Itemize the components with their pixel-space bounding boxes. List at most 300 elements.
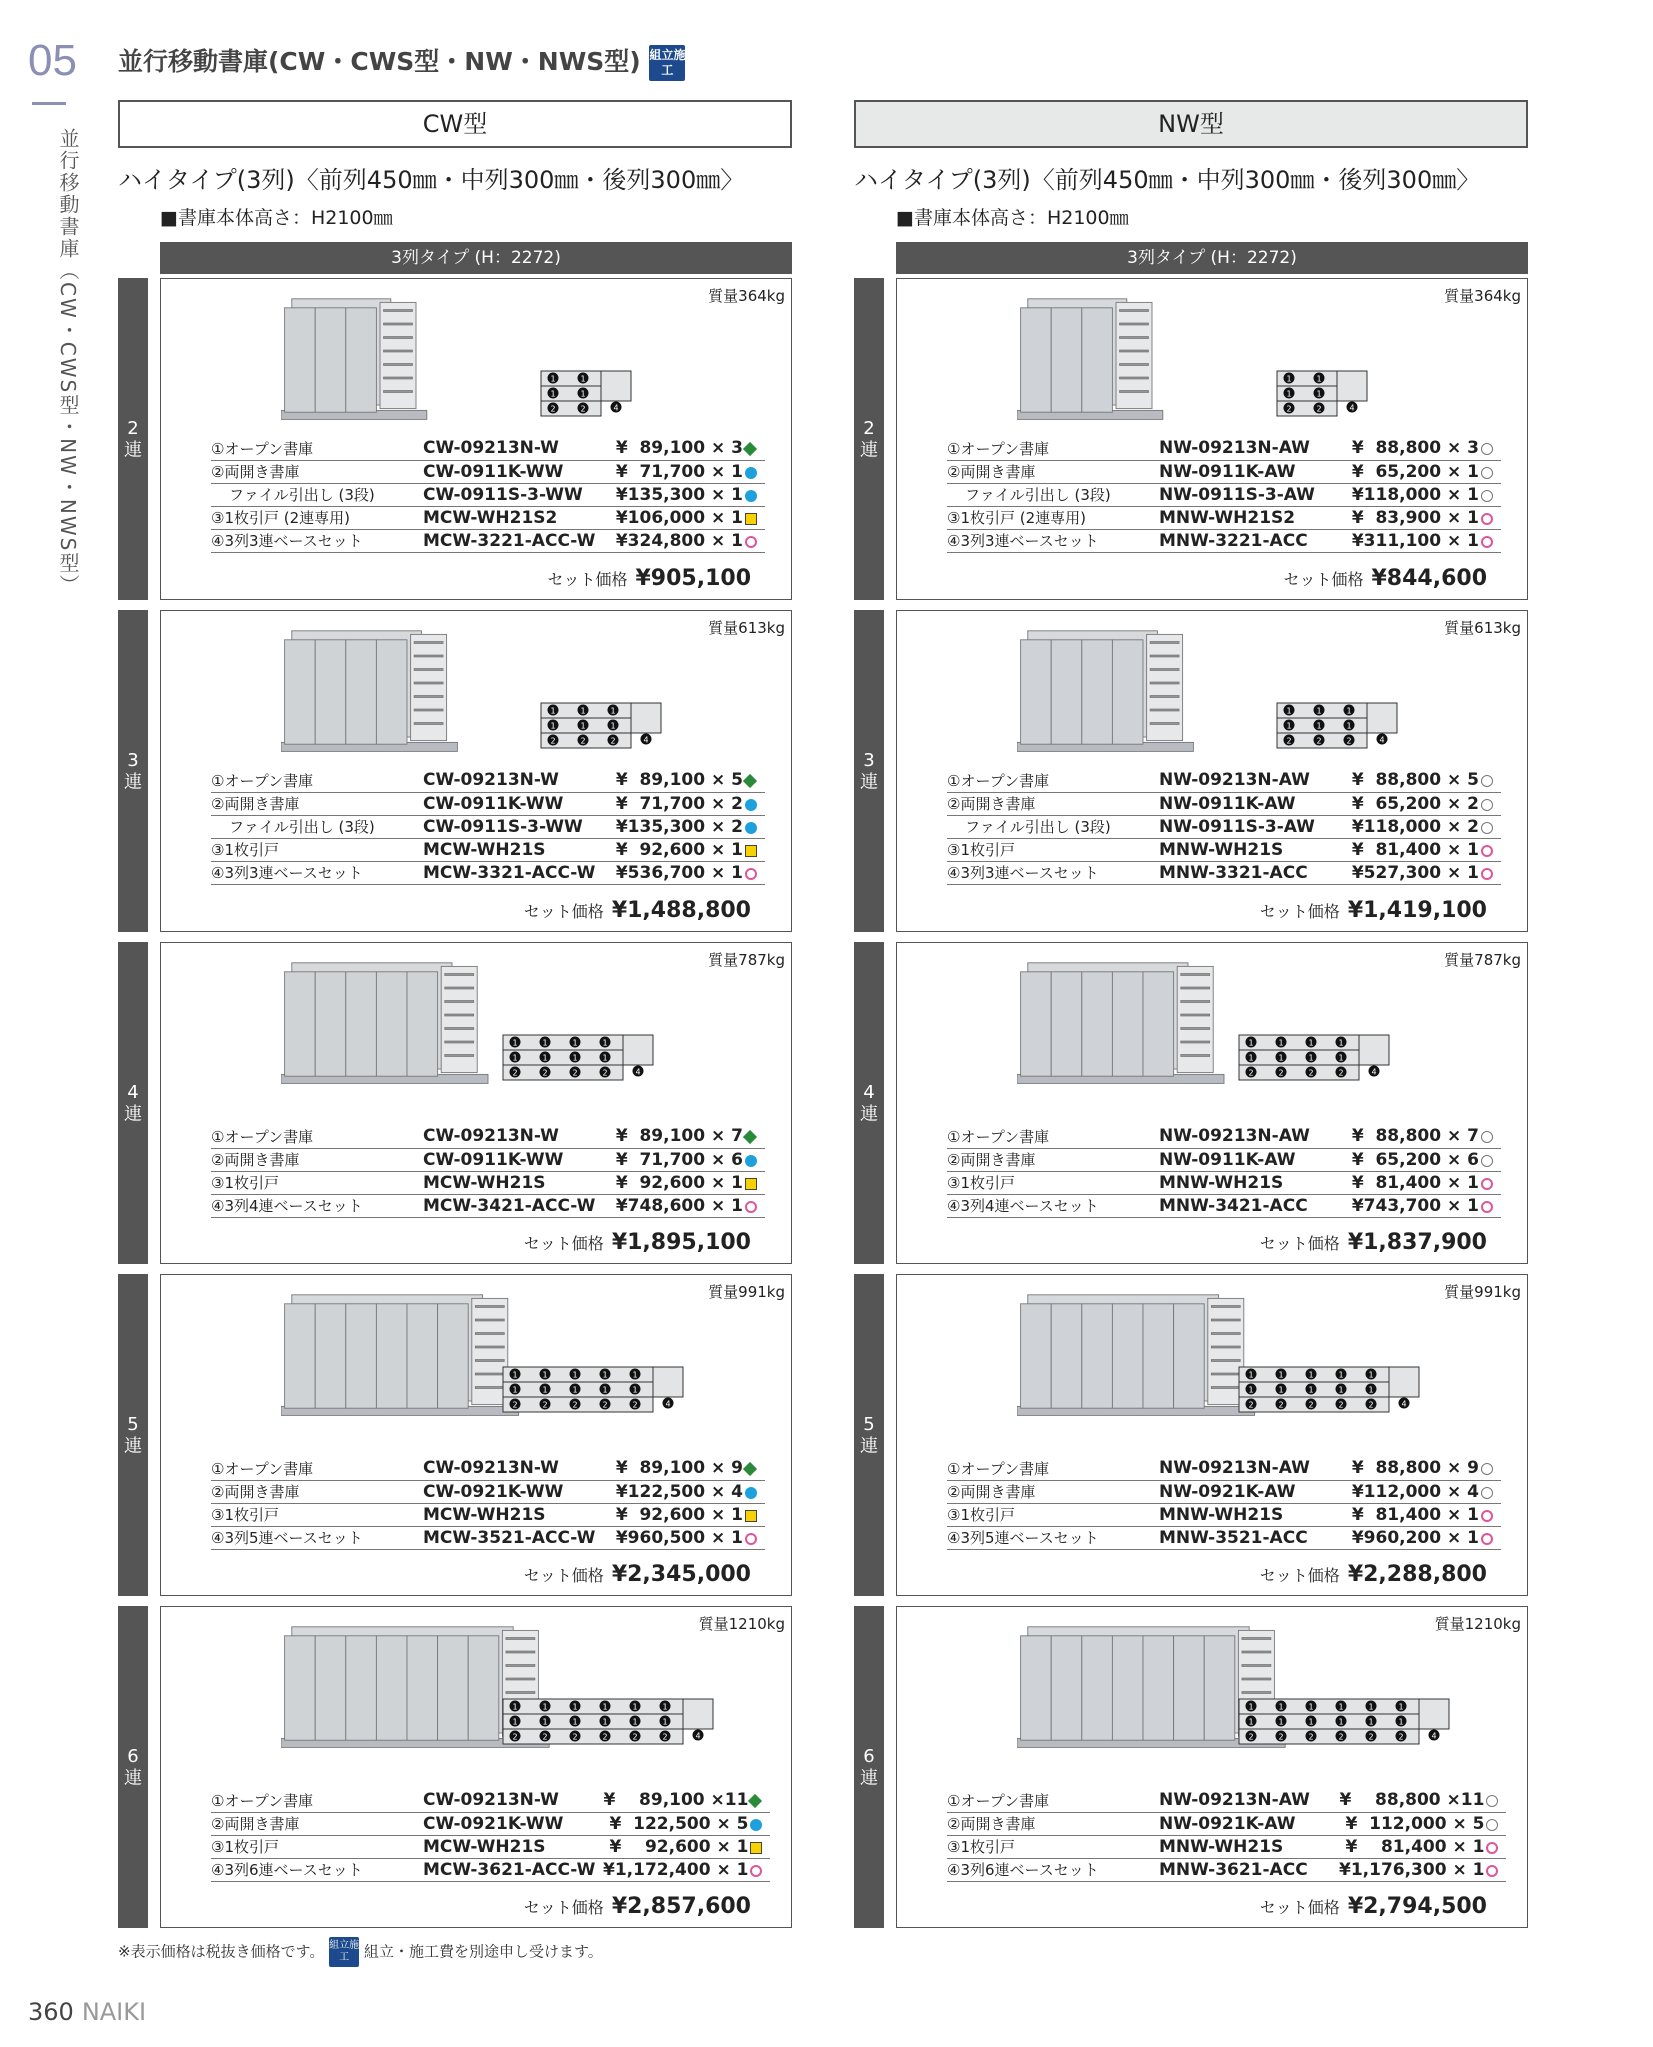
svg-text:1: 1 (1398, 1702, 1404, 1712)
price-row (211, 1125, 765, 1148)
column-subtitle: ハイタイプ(3列)〈前列450㎜・中列300㎜・後列300㎜〉 (118, 166, 745, 194)
set-price (547, 566, 751, 591)
svg-text:2: 2 (1278, 1732, 1284, 1742)
svg-text:1: 1 (550, 721, 556, 731)
gray-circle-icon (1481, 490, 1493, 502)
price-row (947, 437, 1501, 460)
item-code: NW-09213N-AW (1159, 770, 1310, 791)
item-code: MNW-WH21S2 (1159, 507, 1296, 528)
svg-text:1: 1 (542, 1385, 548, 1395)
svg-text:1: 1 (1316, 706, 1322, 716)
svg-text:1: 1 (1248, 1717, 1254, 1727)
item-name: ③1枚引戸 (947, 1838, 1015, 1856)
svg-text:2: 2 (512, 1732, 518, 1742)
gray-circle-icon (1481, 1463, 1493, 1475)
svg-text:2: 2 (1338, 1400, 1344, 1410)
price-row (211, 483, 765, 506)
footer-note (118, 1937, 603, 1967)
green-diamond-icon (748, 1794, 762, 1808)
svg-text:1: 1 (542, 1370, 548, 1380)
item-code: CW-09213N-W (423, 438, 559, 459)
color-marker-cell (745, 483, 765, 506)
svg-text:1: 1 (1278, 1385, 1284, 1395)
pink-circle-icon (1481, 1178, 1493, 1190)
color-marker-cell (750, 1858, 770, 1881)
price-row (211, 437, 765, 460)
shelving-illustration (281, 629, 466, 764)
configuration-box (896, 610, 1528, 932)
item-code: MCW-3421-ACC-W (423, 1195, 596, 1216)
item-name: ③1枚引戸 (947, 841, 1015, 859)
color-marker-cell (1486, 1835, 1506, 1858)
set-price-label: セット価格 (1259, 902, 1340, 921)
item-price: ¥ 89,100 × 7 (615, 1126, 743, 1147)
svg-text:2: 2 (602, 1068, 608, 1078)
svg-text:4: 4 (1401, 1399, 1407, 1409)
item-code: NW-09213N-AW (1159, 1458, 1310, 1479)
item-code: CW-09213N-W (423, 1458, 559, 1479)
svg-text:2: 2 (1308, 1068, 1314, 1078)
configuration-box (896, 1274, 1528, 1596)
item-name: ファイル引出し (3段) (229, 818, 375, 836)
price-row (947, 529, 1501, 552)
layout-plan-diagram (501, 1697, 717, 1747)
gray-circle-icon (1481, 443, 1493, 455)
color-marker-cell (745, 1148, 765, 1171)
chapter-number: 05 (28, 36, 77, 85)
layout-plan-diagram (539, 701, 665, 751)
price-row (211, 838, 765, 861)
price-row (947, 769, 1501, 792)
item-price: ¥ 88,800 × 5 (1351, 770, 1479, 791)
price-row (211, 792, 765, 815)
svg-text:2: 2 (610, 736, 616, 746)
price-row (211, 1194, 765, 1217)
svg-text:1: 1 (550, 706, 556, 716)
unit-count-tab: 2 連 (854, 278, 884, 600)
price-row (211, 1526, 765, 1549)
item-code: MCW-WH21S2 (423, 507, 558, 528)
set-price-label: セット価格 (523, 1234, 604, 1253)
svg-text:1: 1 (572, 1717, 578, 1727)
item-price: ¥ 88,800 ×11 (1339, 1790, 1485, 1811)
item-code: CW-0911K-WW (423, 461, 564, 482)
yellow-square-icon (745, 513, 757, 525)
item-price: ¥527,300 × 1 (1351, 862, 1479, 883)
svg-text:1: 1 (1286, 374, 1292, 384)
price-row (947, 1789, 1506, 1812)
svg-text:2: 2 (1316, 736, 1322, 746)
price-row (211, 460, 765, 483)
green-diamond-icon (743, 442, 757, 456)
color-marker-cell (1481, 1457, 1501, 1480)
svg-text:1: 1 (1338, 1702, 1344, 1712)
svg-text:2: 2 (542, 1732, 548, 1742)
configuration-box (896, 942, 1528, 1264)
item-name: ②両開き書庫 (211, 795, 300, 813)
svg-text:1: 1 (1278, 1702, 1284, 1712)
configuration-row (118, 1274, 792, 1596)
item-price: ¥960,500 × 1 (615, 1527, 743, 1548)
svg-text:1: 1 (1338, 1038, 1344, 1048)
set-price-label: セット価格 (1259, 1234, 1340, 1253)
gray-circle-icon (1481, 775, 1493, 787)
svg-text:2: 2 (1248, 1400, 1254, 1410)
price-table (211, 769, 765, 885)
price-row (211, 1480, 765, 1503)
layout-plan-diagram (501, 1033, 657, 1083)
color-marker-cell (745, 861, 765, 884)
set-price-value: ¥844,600 (1371, 566, 1487, 591)
set-price-value: ¥905,100 (635, 566, 751, 591)
price-row (947, 506, 1501, 529)
column-cw (118, 100, 792, 1919)
svg-text:1: 1 (542, 1702, 548, 1712)
set-price-value: ¥2,345,000 (611, 1562, 751, 1587)
item-code: NW-0911K-AW (1159, 793, 1296, 814)
configuration-row (118, 942, 792, 1264)
weight-label: 質量787kg (708, 951, 785, 969)
footer-assembly-badge: 組立施工 (329, 1937, 359, 1967)
svg-text:1: 1 (580, 374, 586, 384)
svg-text:1: 1 (1368, 1385, 1374, 1395)
item-code: CW-09213N-W (423, 1790, 559, 1811)
svg-text:2: 2 (542, 1400, 548, 1410)
pink-circle-icon (1481, 845, 1493, 857)
price-row (947, 1125, 1501, 1148)
item-code: MNW-3321-ACC (1159, 862, 1308, 883)
pink-circle-icon (745, 1533, 757, 1545)
svg-text:1: 1 (1316, 374, 1322, 384)
item-name: ①オープン書庫 (211, 1791, 314, 1810)
gray-circle-icon (1481, 467, 1493, 479)
color-marker-cell (745, 1526, 765, 1549)
gray-circle-icon (1481, 1155, 1493, 1167)
color-marker-cell (750, 1835, 770, 1858)
set-price-label: セット価格 (1283, 570, 1364, 589)
price-row (211, 861, 765, 884)
svg-text:1: 1 (1286, 389, 1292, 399)
svg-text:2: 2 (1248, 1732, 1254, 1742)
item-name: ファイル引出し (3段) (229, 486, 375, 504)
svg-text:1: 1 (1278, 1038, 1284, 1048)
configuration-row (118, 1606, 792, 1928)
item-code: CW-0911K-WW (423, 1149, 564, 1170)
color-marker-cell (745, 1125, 765, 1148)
pink-circle-icon (1486, 1865, 1498, 1877)
item-name: ②両開き書庫 (947, 463, 1036, 481)
svg-text:1: 1 (512, 1370, 518, 1380)
layout-plan-diagram (1237, 1365, 1423, 1415)
svg-text:2: 2 (1346, 736, 1352, 746)
configuration-row (854, 1606, 1528, 1928)
item-code: MNW-WH21S (1159, 839, 1284, 860)
svg-text:1: 1 (580, 389, 586, 399)
svg-text:2: 2 (550, 736, 556, 746)
column-subtitle: ハイタイプ(3列)〈前列450㎜・中列300㎜・後列300㎜〉 (854, 166, 1481, 194)
item-name: ①オープン書庫 (211, 1459, 314, 1478)
color-marker-cell (1481, 1148, 1501, 1171)
svg-text:2: 2 (602, 1732, 608, 1742)
price-row (211, 1457, 765, 1480)
svg-text:1: 1 (542, 1053, 548, 1063)
configuration-row (854, 1274, 1528, 1596)
item-name: ②両開き書庫 (947, 1815, 1036, 1833)
configuration-row (854, 610, 1528, 932)
item-price: ¥ 89,100 × 9 (615, 1458, 743, 1479)
color-marker-cell (1481, 861, 1501, 884)
svg-text:1: 1 (1248, 1702, 1254, 1712)
pink-circle-icon (1481, 1533, 1493, 1545)
item-price: ¥ 65,200 × 1 (1351, 461, 1479, 482)
color-marker-cell (745, 1194, 765, 1217)
item-code: MNW-3221-ACC (1159, 530, 1308, 551)
color-marker-cell (1481, 769, 1501, 792)
yellow-square-icon (750, 1842, 762, 1854)
item-name: ②両開き書庫 (947, 795, 1036, 813)
item-name: ④3列4連ベースセット (211, 1197, 363, 1215)
unit-count-tab: 4 連 (854, 942, 884, 1264)
weight-label: 質量991kg (1444, 1283, 1521, 1301)
item-price: ¥ 65,200 × 6 (1351, 1149, 1479, 1170)
item-name: ①オープン書庫 (211, 439, 314, 458)
unit-count-tab: 5 連 (854, 1274, 884, 1596)
price-table (947, 437, 1501, 553)
set-price (1260, 1894, 1487, 1919)
yellow-square-icon (745, 1510, 757, 1522)
svg-text:1: 1 (602, 1053, 608, 1063)
color-marker-cell (1481, 1171, 1501, 1194)
svg-text:1: 1 (632, 1385, 638, 1395)
shelving-illustration (1017, 1293, 1264, 1428)
item-price: ¥ 92,600 × 1 (609, 1836, 749, 1857)
svg-text:1: 1 (1278, 1370, 1284, 1380)
set-price-label: セット価格 (1259, 1566, 1340, 1585)
item-code: MCW-WH21S (423, 839, 546, 860)
price-row (211, 1812, 770, 1835)
svg-text:1: 1 (1338, 1385, 1344, 1395)
item-price: ¥ 89,100 × 5 (615, 770, 743, 791)
item-code: CW-0911K-WW (423, 793, 564, 814)
gray-circle-icon (1481, 1487, 1493, 1499)
item-price: ¥ 81,400 × 1 (1345, 1836, 1485, 1857)
item-name: ①オープン書庫 (947, 1127, 1050, 1146)
svg-text:1: 1 (602, 1717, 608, 1727)
svg-text:2: 2 (1278, 1400, 1284, 1410)
footer-note-text-2: 組立・施工費を別途申し受けます。 (363, 1942, 603, 1961)
svg-text:1: 1 (632, 1717, 638, 1727)
item-price: ¥311,100 × 1 (1351, 530, 1479, 551)
item-name: ファイル引出し (3段) (965, 818, 1111, 836)
item-name: ④3列6連ベースセット (211, 1861, 363, 1879)
svg-text:1: 1 (1346, 721, 1352, 731)
item-name: ④3列5連ベースセット (947, 1529, 1099, 1547)
price-row (947, 1812, 1506, 1835)
price-row (947, 1148, 1501, 1171)
shelving-illustration (1017, 961, 1233, 1096)
svg-text:1: 1 (602, 1702, 608, 1712)
svg-text:1: 1 (662, 1702, 668, 1712)
svg-text:1: 1 (1338, 1717, 1344, 1727)
layout-plan-diagram (1275, 369, 1371, 419)
item-price: ¥ 92,600 × 1 (615, 1504, 743, 1525)
svg-text:2: 2 (1316, 404, 1322, 414)
item-name: ④3列3連ベースセット (211, 864, 363, 882)
yellow-square-icon (745, 845, 757, 857)
item-price: ¥ 88,800 × 9 (1351, 1458, 1479, 1479)
green-diamond-icon (743, 1462, 757, 1476)
footer-note-text: ※表示価格は税抜き価格です。 (118, 1942, 325, 1961)
set-price-label: セット価格 (547, 570, 628, 589)
svg-text:1: 1 (1308, 1370, 1314, 1380)
gray-circle-icon (1486, 1795, 1498, 1807)
svg-text:2: 2 (542, 1068, 548, 1078)
price-row (211, 769, 765, 792)
price-row (211, 815, 765, 838)
price-row (947, 1503, 1501, 1526)
svg-text:2: 2 (1248, 1068, 1254, 1078)
page-number-value: 360 (28, 1998, 74, 2026)
svg-text:1: 1 (602, 1038, 608, 1048)
item-price: ¥ 81,400 × 1 (1351, 1504, 1479, 1525)
layout-plan-diagram (501, 1365, 687, 1415)
svg-text:1: 1 (632, 1370, 638, 1380)
svg-text:1: 1 (550, 389, 556, 399)
brand: NAIKI (81, 1998, 147, 2026)
set-price (524, 1230, 751, 1255)
svg-text:1: 1 (512, 1702, 518, 1712)
blue-dot-icon (745, 1155, 757, 1167)
svg-text:1: 1 (1278, 1717, 1284, 1727)
color-marker-cell (745, 815, 765, 838)
svg-text:2: 2 (1368, 1732, 1374, 1742)
svg-text:1: 1 (1308, 1717, 1314, 1727)
set-price-value: ¥1,488,800 (611, 898, 751, 923)
pink-circle-icon (1486, 1842, 1498, 1854)
item-code: MNW-3621-ACC (1159, 1859, 1308, 1880)
item-price: ¥ 112,000 × 5 (1345, 1813, 1485, 1834)
item-code: CW-0921K-WW (423, 1481, 564, 1502)
blue-dot-icon (750, 1819, 762, 1831)
color-marker-cell (745, 838, 765, 861)
svg-text:1: 1 (1368, 1702, 1374, 1712)
configuration-box (160, 942, 792, 1264)
svg-text:2: 2 (1338, 1068, 1344, 1078)
svg-text:1: 1 (572, 1038, 578, 1048)
item-code: MCW-WH21S (423, 1836, 546, 1857)
price-row (947, 1171, 1501, 1194)
item-price: ¥ 81,400 × 1 (1351, 1172, 1479, 1193)
price-table (211, 1789, 770, 1882)
item-name: ④3列3連ベースセット (211, 532, 363, 550)
svg-text:1: 1 (1308, 1038, 1314, 1048)
pink-circle-icon (745, 1201, 757, 1213)
item-price: ¥1,172,400 × 1 (603, 1859, 749, 1880)
svg-text:2: 2 (632, 1732, 638, 1742)
item-name: ③1枚引戸 (211, 1174, 279, 1192)
set-price (524, 1562, 751, 1587)
unit-count-tab: 2 連 (118, 278, 148, 600)
item-name: ④3列3連ベースセット (947, 532, 1099, 550)
item-code: NW-0921K-AW (1159, 1481, 1296, 1502)
blue-dot-icon (745, 490, 757, 502)
set-price-value: ¥1,837,900 (1347, 1230, 1487, 1255)
svg-text:4: 4 (643, 735, 649, 745)
set-price (1283, 566, 1487, 591)
svg-text:1: 1 (542, 1717, 548, 1727)
svg-text:1: 1 (1316, 721, 1322, 731)
color-marker-cell (745, 1503, 765, 1526)
item-name: ファイル引出し (3段) (965, 486, 1111, 504)
layout-plan-diagram (1237, 1697, 1453, 1747)
color-marker-cell (1486, 1812, 1506, 1835)
price-row (211, 506, 765, 529)
blue-dot-icon (745, 822, 757, 834)
item-code: MCW-3521-ACC-W (423, 1527, 596, 1548)
svg-text:1: 1 (1308, 1053, 1314, 1063)
item-name: ①オープン書庫 (947, 771, 1050, 790)
gray-circle-icon (1486, 1819, 1498, 1831)
svg-text:1: 1 (572, 1702, 578, 1712)
layout-plan-diagram (1237, 1033, 1393, 1083)
color-marker-cell (750, 1812, 770, 1835)
item-price: ¥743,700 × 1 (1351, 1195, 1479, 1216)
price-row (947, 1835, 1506, 1858)
unit-count-tab: 6 連 (118, 1606, 148, 1928)
svg-text:1: 1 (1308, 1702, 1314, 1712)
configuration-box (896, 278, 1528, 600)
configuration-box (160, 610, 792, 932)
item-code: MCW-3321-ACC-W (423, 862, 596, 883)
item-code: MNW-3521-ACC (1159, 1527, 1308, 1548)
svg-text:1: 1 (542, 1038, 548, 1048)
configuration-row (854, 278, 1528, 600)
price-row (211, 1835, 770, 1858)
item-price: ¥ 122,500 × 5 (609, 1813, 749, 1834)
price-row (947, 483, 1501, 506)
svg-text:1: 1 (512, 1385, 518, 1395)
svg-text:2: 2 (1278, 1068, 1284, 1078)
item-price: ¥ 65,200 × 2 (1351, 793, 1479, 814)
pink-circle-icon (1481, 536, 1493, 548)
item-name: ③1枚引戸 (211, 1506, 279, 1524)
set-price-value: ¥2,794,500 (1347, 1894, 1487, 1919)
svg-text:1: 1 (662, 1717, 668, 1727)
price-row (211, 529, 765, 552)
unit-count-tab: 4 連 (118, 942, 148, 1264)
svg-text:2: 2 (572, 1068, 578, 1078)
color-marker-cell (745, 1480, 765, 1503)
price-table (947, 769, 1501, 885)
color-marker-cell (1481, 815, 1501, 838)
pink-circle-icon (745, 868, 757, 880)
item-price: ¥135,300 × 1 (615, 484, 743, 505)
set-price-label: セット価格 (523, 1566, 604, 1585)
svg-text:4: 4 (665, 1399, 671, 1409)
item-price: ¥ 92,600 × 1 (615, 1172, 743, 1193)
set-price (1260, 898, 1487, 923)
color-marker-cell (1481, 460, 1501, 483)
set-price-value: ¥2,288,800 (1347, 1562, 1487, 1587)
color-marker-cell (1481, 483, 1501, 506)
item-code: NW-0921K-AW (1159, 1813, 1296, 1834)
item-code: MNW-3421-ACC (1159, 1195, 1308, 1216)
svg-text:1: 1 (1286, 706, 1292, 716)
item-name: ②両開き書庫 (211, 1483, 300, 1501)
item-price: ¥ 71,700 × 6 (615, 1149, 743, 1170)
item-price: ¥536,700 × 1 (615, 862, 743, 883)
svg-text:4: 4 (613, 403, 619, 413)
